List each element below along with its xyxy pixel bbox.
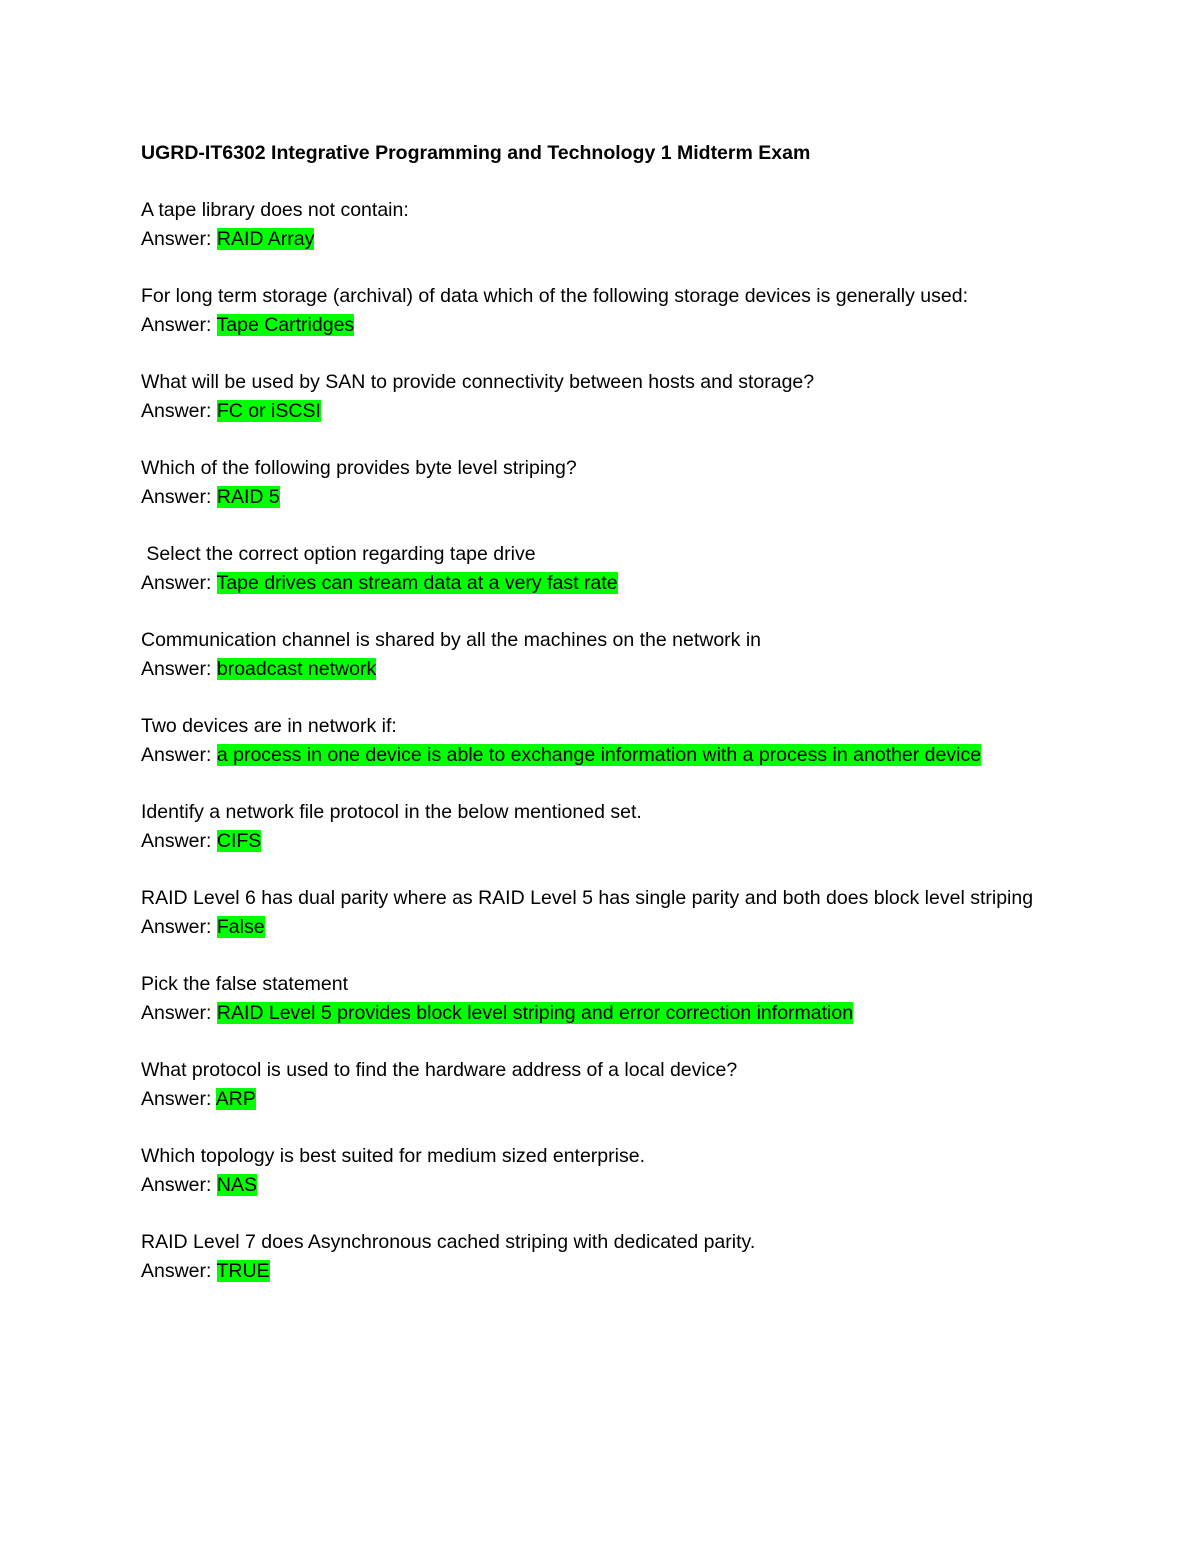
answer-label: Answer: <box>141 1001 217 1024</box>
answer-line <box>141 311 1066 340</box>
answer-highlight: Tape Cartridges <box>216 313 355 336</box>
answer-line <box>141 569 1066 598</box>
answer-label: Answer: <box>141 227 217 250</box>
document-page <box>141 139 1066 1314</box>
answer-label: Answer: <box>141 657 217 680</box>
answer-label: Answer: <box>141 915 217 938</box>
question-text: Two devices are in network if: <box>141 715 397 737</box>
answer-label: Answer: <box>141 829 217 852</box>
question-text: A tape library does not contain: <box>141 199 409 221</box>
question-text: Identify a network file protocol in the below mentioned set. <box>141 801 642 823</box>
answer-highlight: FC or iSCSI <box>216 399 321 422</box>
answer-line <box>141 1257 1066 1286</box>
answer-label: Answer: <box>141 485 217 508</box>
answer-label: Answer: <box>141 1259 217 1282</box>
question-text: RAID Level 7 does Asynchronous cached striping with dedicated parity. <box>141 1231 756 1253</box>
answer-highlight: RAID Level 5 provides block level striping and error correction information <box>216 1001 854 1024</box>
answer-line <box>141 827 1066 856</box>
qa-item <box>141 1228 1066 1285</box>
qa-item <box>141 196 1066 253</box>
answer-highlight: RAID Array <box>216 227 315 250</box>
answer-label: Answer: <box>141 571 217 594</box>
answer-highlight: RAID 5 <box>216 485 280 508</box>
answer-line <box>141 483 1066 512</box>
qa-item <box>141 282 1066 339</box>
answer-highlight: NAS <box>216 1173 257 1196</box>
question-text: What will be used by SAN to provide connectivity between hosts and storage? <box>141 371 815 393</box>
qa-item <box>141 1056 1066 1113</box>
answer-highlight: TRUE <box>216 1259 270 1282</box>
answer-line <box>141 913 1066 942</box>
question-text: What protocol is used to find the hardware address of a local device? <box>141 1059 738 1081</box>
answer-highlight: Tape drives can stream data at a very fast rate <box>216 571 618 594</box>
answer-highlight: ARP <box>215 1087 256 1110</box>
answer-label: Answer: <box>141 1173 217 1196</box>
answer-label: Answer: <box>141 313 217 336</box>
qa-item <box>141 368 1066 425</box>
answer-highlight: False <box>216 915 265 938</box>
answer-line <box>141 1171 1066 1200</box>
answer-label: Answer: <box>141 399 217 422</box>
answer-line <box>141 1085 1066 1114</box>
answer-line <box>141 397 1066 426</box>
qa-item <box>141 712 1066 769</box>
answer-line <box>141 655 1066 684</box>
qa-item <box>141 884 1066 941</box>
answer-label: Answer: <box>141 743 217 766</box>
question-text: Which of the following provides byte level striping? <box>141 457 577 479</box>
qa-item <box>141 540 1066 597</box>
answer-line <box>141 999 1066 1028</box>
answer-highlight: a process in one device is able to exchange information with a process in another device <box>216 743 982 766</box>
question-text: For long term storage (archival) of data which of the following storage devices is generally used: <box>141 285 968 307</box>
answer-line <box>141 741 1066 770</box>
qa-item <box>141 454 1066 511</box>
question-text: Which topology is best suited for medium sized enterprise. <box>141 1145 645 1167</box>
qa-item <box>141 626 1066 683</box>
answer-highlight: CIFS <box>216 829 262 852</box>
answer-line <box>141 225 1066 254</box>
answer-highlight: broadcast network <box>216 657 377 680</box>
question-text: Communication channel is shared by all the machines on the network in <box>141 629 762 651</box>
document-title: UGRD-IT6302 Integrative Programming and Technology 1 Midterm Exam <box>141 142 811 164</box>
question-text: RAID Level 6 has dual parity where as RAID Level 5 has single parity and both does block level striping <box>141 887 1034 909</box>
question-text: Select the correct option regarding tape drive <box>141 543 536 565</box>
qa-item <box>141 1142 1066 1199</box>
question-text: Pick the false statement <box>141 973 349 995</box>
qa-item <box>141 970 1066 1027</box>
qa-item <box>141 798 1066 855</box>
answer-label: Answer: <box>141 1087 216 1110</box>
